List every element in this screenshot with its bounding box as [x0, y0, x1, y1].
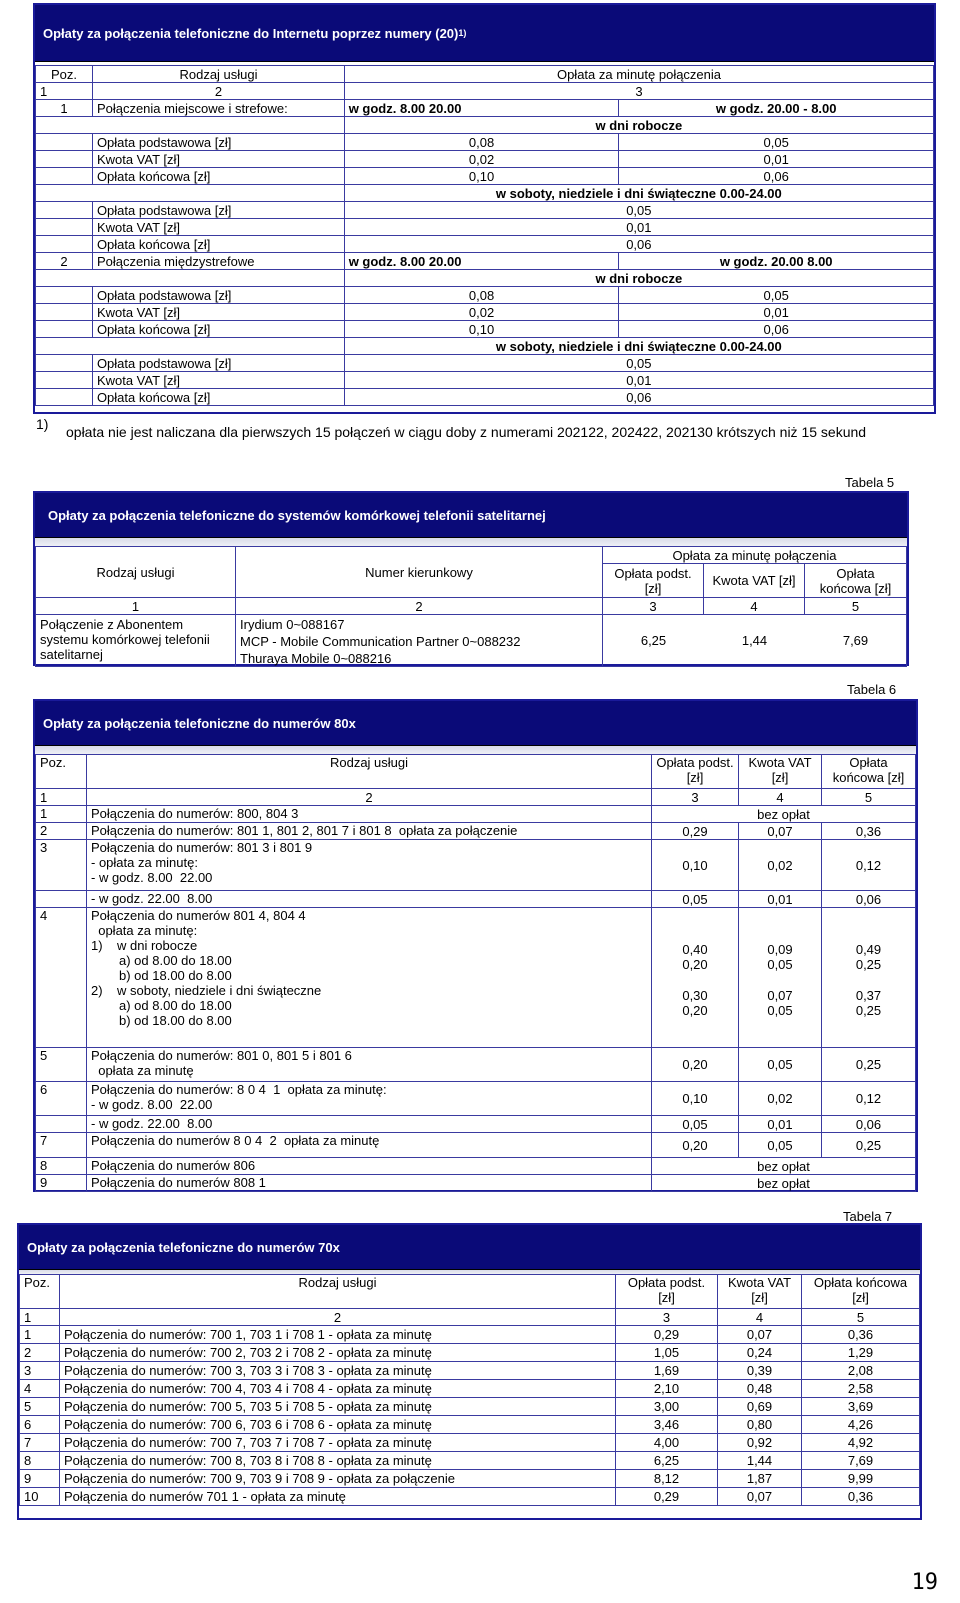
tariff-row	[36, 304, 934, 321]
row-poz: 9	[36, 1175, 87, 1192]
blank-cell	[36, 202, 93, 219]
row-desc: Połączenia do numerów: 700 2, 703 2 i 708 2 - opłata za minutę	[60, 1344, 616, 1362]
weekend-label: w soboty, niedziele i dni świąteczne 0.00-24.00	[344, 338, 933, 355]
table-row	[36, 891, 916, 908]
table6-label: Tabela 6	[847, 682, 897, 697]
row-desc: Połączenia do numerów 701 1 - opłata za minutę	[60, 1488, 616, 1506]
row-value: 0,02	[739, 1082, 822, 1116]
section-row	[36, 253, 934, 270]
desc-line: Połączenia do numerów: 801 3 i 801 9	[91, 840, 313, 855]
blank-cell	[36, 338, 345, 355]
row-poz	[36, 891, 87, 908]
row-desc	[87, 908, 652, 1048]
table-row	[36, 1175, 916, 1192]
numbers-70x-grid	[19, 1274, 920, 1506]
col-num: 2	[87, 789, 652, 806]
col-head: Poz.	[20, 1275, 60, 1309]
num-3: 3	[345, 83, 934, 100]
row-value: 0,07	[718, 1488, 802, 1506]
row-value: 0,29	[616, 1326, 718, 1344]
internet-tariff-title-sup: 1)	[458, 28, 467, 38]
desc-line: b) od 18.00 do 8.00	[119, 968, 232, 983]
row-desc: Połączenia do numerów: 700 9, 703 9 i 708 9 - opłata za połączenie	[60, 1470, 616, 1488]
row-value: 0,24	[718, 1344, 802, 1362]
table-row	[20, 1470, 920, 1488]
col-head: Kwota VAT [zł]	[718, 1275, 802, 1309]
desc-line: opłata za minutę	[91, 1063, 194, 1078]
value-line: 0,49	[855, 942, 882, 957]
col-head: Rodzaj usługi	[60, 1275, 616, 1309]
sat-num-1: 1	[36, 598, 236, 615]
section-time-a: w godz. 8.00 20.00	[344, 253, 619, 270]
table-row	[20, 1398, 920, 1416]
desc-line: - w godz. 22.00 8.00	[91, 1116, 213, 1131]
table-row	[36, 1116, 916, 1133]
desc-line: opłata za minutę:	[91, 923, 198, 938]
desc-line: Połączenia do numerów 808 1	[91, 1175, 266, 1190]
num-2: 2	[93, 83, 345, 100]
satellite-grid	[35, 546, 907, 667]
row-value: 1,29	[802, 1344, 920, 1362]
row-value: 0,10	[652, 1082, 739, 1116]
row-value: 0,12	[822, 840, 916, 891]
tariff-value-day: 0,10	[344, 168, 619, 185]
tariff-row	[36, 168, 934, 185]
sat-row-numbers	[236, 615, 603, 667]
row-value: 0,29	[616, 1488, 718, 1506]
desc-line: b) od 18.00 do 8.00	[119, 1013, 232, 1028]
row-poz: 6	[20, 1416, 60, 1434]
tariff-label: Kwota VAT [zł]	[92, 372, 344, 389]
section-time-b: w godz. 20.00 - 8.00	[619, 100, 934, 117]
section-row	[36, 100, 934, 117]
tariff-label: Opłata podstawowa [zł]	[92, 134, 344, 151]
col-head: Opłata podst. [zł]	[652, 755, 739, 789]
row-desc	[87, 1133, 652, 1158]
sat-col-podst: Opłata podst.[zł]	[603, 564, 704, 598]
tariff-label: Opłata końcowa [zł]	[92, 168, 344, 185]
row-value: 0,36	[822, 823, 916, 840]
tariff-value-all: 0,01	[344, 372, 933, 389]
row-poz	[36, 1116, 87, 1133]
value-line: 0,37	[855, 988, 882, 1003]
row-value: 0,25	[822, 1133, 916, 1158]
row-value: 0,06	[822, 1116, 916, 1133]
row-free: bez opłat	[652, 1158, 916, 1175]
tariff-label: Opłata podstawowa [zł]	[92, 287, 344, 304]
row-value: 0,01	[739, 1116, 822, 1133]
sat-val-vat: 1,44	[741, 633, 768, 648]
section-name: Połączenia międzystrefowe	[92, 253, 344, 270]
blank-cell	[36, 270, 345, 287]
row-value: 0,36	[802, 1326, 920, 1344]
row-desc: Połączenia do numerów: 700 7, 703 7 i 708 7 - opłata za minutę	[60, 1434, 616, 1452]
row-desc	[87, 823, 652, 840]
col-num: 5	[802, 1309, 920, 1326]
value-line: 0,05	[767, 957, 793, 972]
tariff-value-night: 0,05	[619, 287, 934, 304]
row-poz: 4	[36, 908, 87, 1048]
row-values	[652, 908, 739, 1048]
tariff-label: Opłata podstawowa [zł]	[92, 202, 344, 219]
col-head: Opłata końcowa [zł]	[822, 755, 916, 789]
tariff-value-night: 0,01	[619, 304, 934, 321]
row-poz: 1	[36, 806, 87, 823]
tariff-value-day: 0,08	[344, 287, 619, 304]
row-value: 0,69	[718, 1398, 802, 1416]
col-poz: Poz.	[36, 66, 93, 83]
blank-cell	[36, 117, 345, 134]
tariff-value-day: 0,10	[344, 321, 619, 338]
desc-line: - w godz. 8.00 22.00	[91, 870, 213, 885]
blank-cell	[36, 151, 93, 168]
value-line: 0,09	[767, 942, 793, 957]
row-poz: 3	[36, 840, 87, 891]
row-value: 0,10	[652, 840, 739, 891]
numbers-80x-title	[35, 701, 916, 746]
row-value: 0,01	[739, 891, 822, 908]
tariff-row	[36, 321, 934, 338]
desc-line: 2) w soboty, niedziele i dni świąteczne	[91, 983, 322, 998]
table-row	[36, 840, 916, 891]
desc-line: Połączenia do numerów: 8 0 4 1 opłata za minutę:	[91, 1082, 387, 1097]
blank-cell	[36, 372, 93, 389]
row-desc: Połączenia do numerów: 700 3, 703 3 i 708 3 - opłata za minutę	[60, 1362, 616, 1380]
value-line: 0,20	[682, 1003, 708, 1018]
blank-cell	[36, 287, 93, 304]
row-value: 0,05	[739, 1048, 822, 1082]
tariff-value-night: 0,06	[619, 321, 934, 338]
satellite-title-text: Opłaty za połączenia telefoniczne do systemów komórkowej telefonii satelitarnej	[48, 507, 546, 523]
tariff-value-night: 0,05	[619, 134, 934, 151]
row-poz: 3	[20, 1362, 60, 1380]
col-head: Opłata końcowa [zł]	[802, 1275, 920, 1309]
table-row	[20, 1326, 920, 1344]
row-value: 0,12	[822, 1082, 916, 1116]
blank-cell	[36, 219, 93, 236]
row-poz: 7	[36, 1133, 87, 1158]
sat-col-oplata: Opłata za minutę połączenia	[603, 547, 907, 564]
sat-number-mcp: MCP - Mobile Communication Partner 0~088232	[240, 634, 521, 649]
value-line: 0,30	[682, 988, 708, 1003]
row-desc: Połączenia do numerów: 700 8, 703 8 i 708 8 - opłata za minutę	[60, 1452, 616, 1470]
internet-tariff-head	[35, 65, 934, 100]
table-row	[20, 1434, 920, 1452]
desc-line: Połączenia do numerów 801 4, 804 4	[91, 908, 306, 923]
value-line: 0,05	[767, 1003, 793, 1018]
row-desc: Połączenia do numerów: 700 5, 703 5 i 708 5 - opłata za minutę	[60, 1398, 616, 1416]
tariff-row	[36, 287, 934, 304]
blank-cell	[36, 134, 93, 151]
value-line: 0,40	[682, 942, 708, 957]
weekday-label: w dni robocze	[344, 117, 933, 134]
row-value: 6,25	[616, 1452, 718, 1470]
satellite-title	[35, 493, 907, 538]
tariff-label: Kwota VAT [zł]	[92, 219, 344, 236]
col-head: Poz.	[36, 755, 87, 789]
tariff-value-all: 0,05	[344, 202, 933, 219]
tariff-row	[36, 355, 934, 372]
col-num: 4	[739, 789, 822, 806]
sat-row-name: Połączenie z Abonentem systemu komórkowej telefonii satelitarnej	[36, 615, 236, 667]
col-oplata: Opłata za minutę połączenia	[345, 66, 934, 83]
section-time-b: w godz. 20.00 8.00	[619, 253, 934, 270]
row-value: 2,10	[616, 1380, 718, 1398]
blank-cell	[36, 236, 93, 253]
table-row	[36, 908, 916, 1048]
row-values	[739, 908, 822, 1048]
row-desc	[87, 840, 652, 891]
table7-label: Tabela 7	[843, 1209, 893, 1224]
row-value: 0,06	[822, 891, 916, 908]
tariff-value-all: 0,01	[344, 219, 933, 236]
row-desc	[87, 1048, 652, 1082]
tariff-label: Opłata podstawowa [zł]	[92, 355, 344, 372]
row-free: bez opłat	[652, 806, 916, 823]
weekend-label: w soboty, niedziele i dni świąteczne 0.00-24.00	[344, 185, 933, 202]
blank-cell	[36, 389, 93, 406]
table-row	[36, 1133, 916, 1158]
sat-number-thuraya: Thuraya Mobile 0~088216	[240, 651, 392, 666]
table-row	[36, 823, 916, 840]
tariff-value-all: 0,05	[344, 355, 933, 372]
row-value: 3,00	[616, 1398, 718, 1416]
value-line: 0,25	[855, 1003, 882, 1018]
numbers-80x-grid	[35, 754, 916, 1192]
table-row	[36, 1048, 916, 1082]
value-line: 0,25	[855, 957, 882, 972]
col-rodzaj: Rodzaj usługi	[93, 66, 345, 83]
desc-line: - w godz. 8.00 22.00	[91, 1097, 213, 1112]
numbers-70x-title	[19, 1225, 920, 1270]
row-desc	[87, 891, 652, 908]
row-value: 0,07	[718, 1326, 802, 1344]
footnote-text: opłata nie jest naliczana dla pierwszych 15 połączeń w ciągu doby z numerami 202122, 202422, 202130 krótszych niż 15 sekund	[66, 424, 867, 440]
row-desc	[87, 806, 652, 823]
row-value: 4,00	[616, 1434, 718, 1452]
row-value: 0,39	[718, 1362, 802, 1380]
sat-num-5: 5	[805, 598, 907, 615]
desc-line: a) od 8.00 do 18.00	[119, 953, 232, 968]
row-value: 1,87	[718, 1470, 802, 1488]
col-num: 2	[60, 1309, 616, 1326]
row-value: 2,08	[802, 1362, 920, 1380]
col-head: Rodzaj usługi	[87, 755, 652, 789]
row-desc	[87, 1158, 652, 1175]
col-num: 3	[652, 789, 739, 806]
row-desc: Połączenia do numerów: 700 1, 703 1 i 708 1 - opłata za minutę	[60, 1326, 616, 1344]
section-poz: 2	[36, 253, 93, 270]
table5-label: Tabela 5	[845, 475, 895, 490]
col-head: Opłata podst. [zł]	[616, 1275, 718, 1309]
numbers-70x-title-text: Opłaty za połączenia telefoniczne do numerów 70x	[27, 1239, 340, 1255]
desc-line: Połączenia do numerów: 800, 804 3	[91, 806, 299, 821]
tariff-label: Kwota VAT [zł]	[92, 151, 344, 168]
section-time-a: w godz. 8.00 20.00	[344, 100, 619, 117]
desc-line: - w godz. 22.00 8.00	[91, 891, 213, 906]
row-poz: 7	[20, 1434, 60, 1452]
table-row	[20, 1362, 920, 1380]
tariff-label: Opłata końcowa [zł]	[92, 389, 344, 406]
num-1: 1	[36, 83, 93, 100]
table-row	[20, 1488, 920, 1506]
col-num: 1	[20, 1309, 60, 1326]
row-value: 7,69	[802, 1452, 920, 1470]
row-value: 0,92	[718, 1434, 802, 1452]
table-row	[36, 1158, 916, 1175]
row-desc	[87, 1116, 652, 1133]
col-head: Kwota VAT [zł]	[739, 755, 822, 789]
row-poz: 2	[20, 1344, 60, 1362]
tariff-value-day: 0,02	[344, 151, 619, 168]
row-value: 3,46	[616, 1416, 718, 1434]
blank-cell	[36, 304, 93, 321]
sat-num-3: 3	[603, 598, 704, 615]
row-values	[822, 908, 916, 1048]
tariff-value-all: 0,06	[344, 236, 933, 253]
blank-cell	[36, 185, 345, 202]
sat-col-numer: Numer kierunkowy	[236, 547, 603, 598]
col-num: 5	[822, 789, 916, 806]
sat-col-vat: Kwota VAT [zł]	[704, 564, 805, 598]
row-value: 1,44	[718, 1452, 802, 1470]
blank-cell	[36, 355, 93, 372]
tariff-row	[36, 151, 934, 168]
row-poz: 10	[20, 1488, 60, 1506]
col-num: 3	[616, 1309, 718, 1326]
row-poz: 2	[36, 823, 87, 840]
sat-number-irydium: Irydium 0~088167	[240, 617, 345, 632]
desc-line: 1) w dni robocze	[91, 938, 198, 953]
row-poz: 8	[20, 1452, 60, 1470]
table-row	[20, 1452, 920, 1470]
desc-line: Połączenia do numerów 806	[91, 1158, 256, 1173]
row-value: 0,48	[718, 1380, 802, 1398]
tariff-value-day: 0,08	[344, 134, 619, 151]
internet-tariff-sections	[35, 99, 934, 406]
row-value: 1,05	[616, 1344, 718, 1362]
sat-row-values	[603, 615, 907, 667]
footnote-mark: 1)	[36, 416, 49, 432]
internet-tariff-title	[35, 5, 934, 62]
table-row	[36, 1082, 916, 1116]
tariff-label: Kwota VAT [zł]	[92, 304, 344, 321]
tariff-label: Opłata końcowa [zł]	[92, 321, 344, 338]
row-value: 0,20	[652, 1048, 739, 1082]
row-value: 2,58	[802, 1380, 920, 1398]
row-value: 3,69	[802, 1398, 920, 1416]
row-desc	[87, 1082, 652, 1116]
page-number: 19	[911, 1570, 938, 1595]
tariff-value-day: 0,02	[344, 304, 619, 321]
weekday-label: w dni robocze	[344, 270, 933, 287]
row-value: 0,80	[718, 1416, 802, 1434]
numbers-80x-title-text: Opłaty za połączenia telefoniczne do numerów 80x	[43, 715, 356, 731]
row-poz: 9	[20, 1470, 60, 1488]
row-value: 0,02	[739, 840, 822, 891]
sat-num-4: 4	[704, 598, 805, 615]
row-value: 1,69	[616, 1362, 718, 1380]
row-value: 0,05	[652, 1116, 739, 1133]
tariff-row	[36, 202, 934, 219]
row-poz: 4	[20, 1380, 60, 1398]
blank-cell	[36, 321, 93, 338]
table-row	[20, 1380, 920, 1398]
sat-col-koncowa: Opłata końcowa [zł]	[805, 564, 907, 598]
row-value: 0,20	[652, 1133, 739, 1158]
table-row	[20, 1344, 920, 1362]
row-value: 0,36	[802, 1488, 920, 1506]
desc-line: Połączenia do numerów: 801 0, 801 5 i 801 6	[91, 1048, 352, 1063]
row-desc	[87, 1175, 652, 1192]
tariff-value-all: 0,06	[344, 389, 933, 406]
tariff-label: Opłata końcowa [zł]	[92, 236, 344, 253]
tariff-row	[36, 389, 934, 406]
col-num: 4	[718, 1309, 802, 1326]
row-value: 0,25	[822, 1048, 916, 1082]
value-line: 0,07	[767, 988, 793, 1003]
tariff-row	[36, 219, 934, 236]
blank-cell	[36, 168, 93, 185]
row-value: 9,99	[802, 1470, 920, 1488]
row-value: 0,07	[739, 823, 822, 840]
row-poz: 5	[36, 1048, 87, 1082]
sat-val-koncowa: 7,69	[842, 633, 869, 648]
section-name: Połączenia miejscowe i strefowe:	[92, 100, 344, 117]
row-desc: Połączenia do numerów: 700 4, 703 4 i 708 4 - opłata za minutę	[60, 1380, 616, 1398]
row-value: 0,05	[652, 891, 739, 908]
row-value: 4,26	[802, 1416, 920, 1434]
row-poz: 8	[36, 1158, 87, 1175]
desc-line: Połączenia do numerów: 801 1, 801 2, 801 7 i 801 8 opłata za połączenie	[91, 823, 518, 838]
row-value: 4,92	[802, 1434, 920, 1452]
row-value: 8,12	[616, 1470, 718, 1488]
row-value: 0,05	[739, 1133, 822, 1158]
tariff-row	[36, 372, 934, 389]
desc-line: Połączenia do numerów 8 0 4 2 opłata za minutę	[91, 1133, 380, 1148]
sat-col-rodzaj: Rodzaj usługi	[36, 547, 236, 598]
row-free: bez opłat	[652, 1175, 916, 1192]
desc-line: a) od 8.00 do 18.00	[119, 998, 232, 1013]
tariff-value-night: 0,06	[619, 168, 934, 185]
sat-val-podst: 6,25	[640, 633, 667, 648]
row-poz: 6	[36, 1082, 87, 1116]
col-num: 1	[36, 789, 87, 806]
tariff-value-night: 0,01	[619, 151, 934, 168]
value-line: 0,20	[682, 957, 708, 972]
tariff-row	[36, 134, 934, 151]
desc-line: - opłata za minutę:	[91, 855, 198, 870]
row-poz: 1	[20, 1326, 60, 1344]
internet-tariff-title-text: Opłaty za połączenia telefoniczne do Internetu poprzez numery (20)	[43, 25, 459, 41]
tariff-row	[36, 236, 934, 253]
sat-num-2: 2	[236, 598, 603, 615]
row-poz: 5	[20, 1398, 60, 1416]
table-row	[36, 806, 916, 823]
row-desc: Połączenia do numerów: 700 6, 703 6 i 708 6 - opłata za minutę	[60, 1416, 616, 1434]
section-poz: 1	[36, 100, 93, 117]
row-value: 0,29	[652, 823, 739, 840]
table-row	[20, 1416, 920, 1434]
